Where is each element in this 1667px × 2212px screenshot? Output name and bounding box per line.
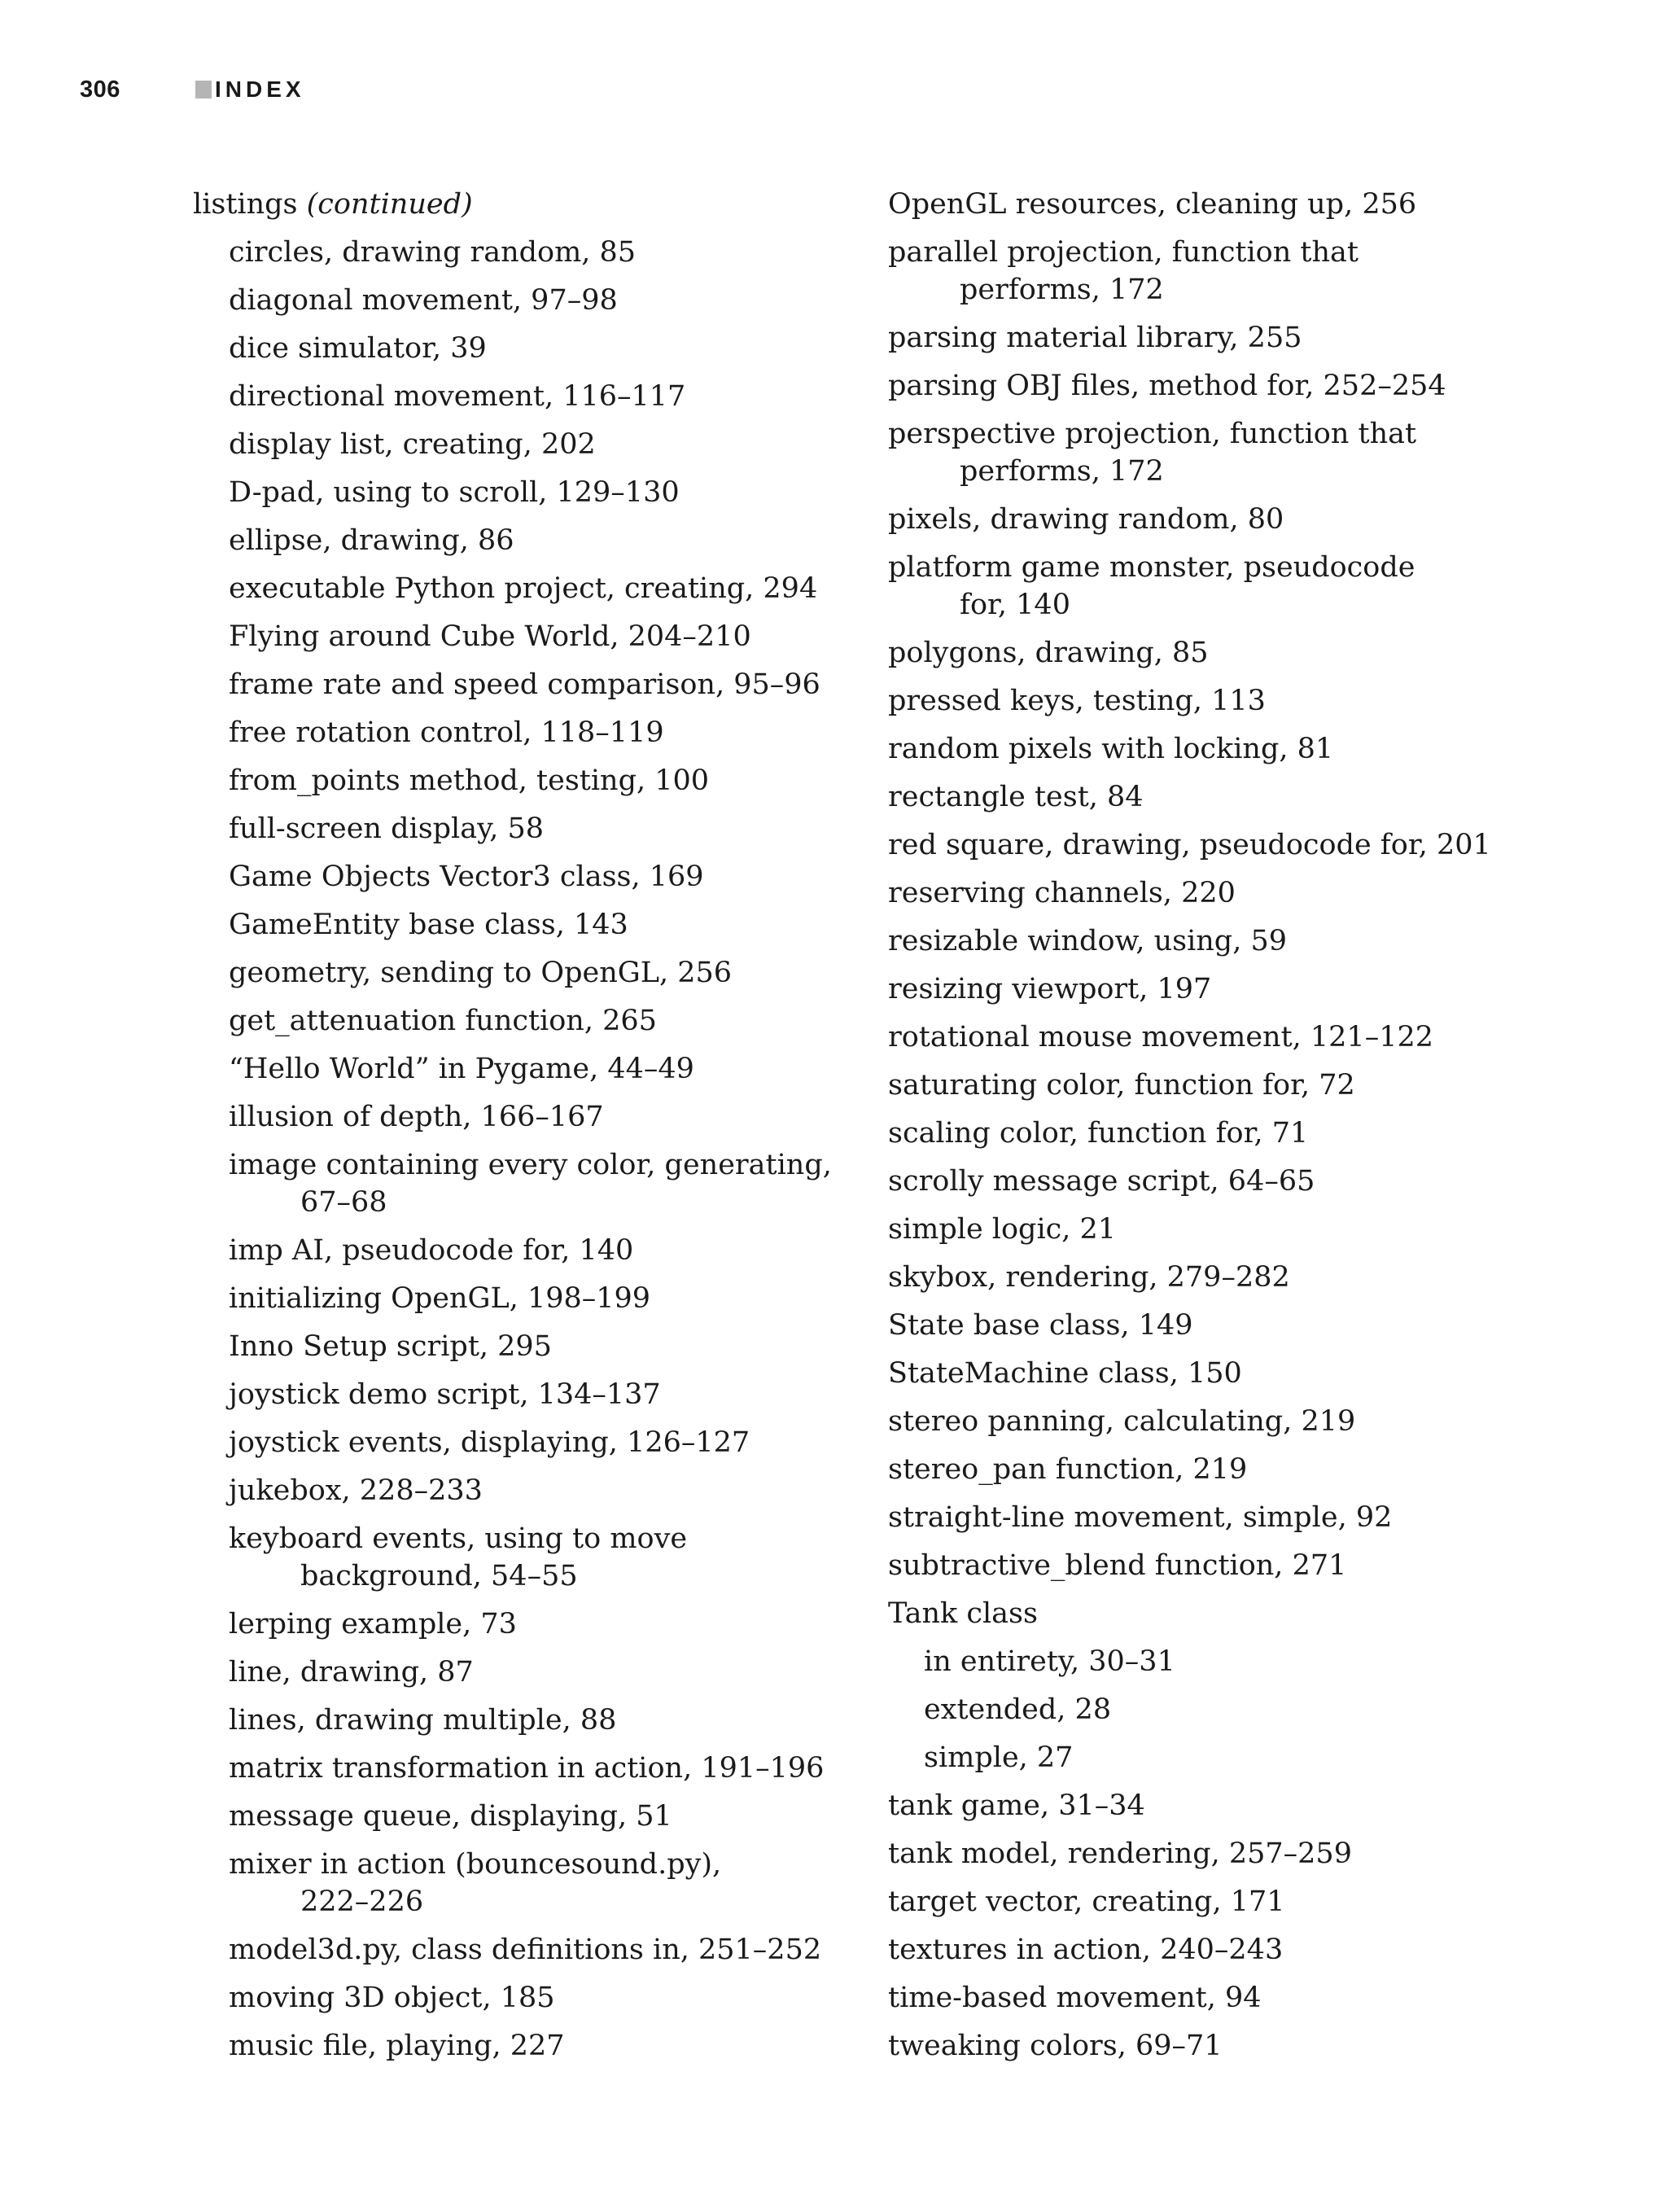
index-entry [888, 1883, 1588, 1921]
index-subentry [193, 1846, 844, 1921]
index-entry [888, 826, 1588, 864]
index-entry [888, 1307, 1588, 1344]
index-subentry [193, 234, 844, 271]
entry-text: image containing every color, generating, [229, 1149, 832, 1181]
section-title: INDEX [215, 77, 305, 102]
index-entry [888, 1259, 1588, 1296]
entry-text: illusion of depth, 166–167 [229, 1101, 604, 1133]
index-entry [888, 1451, 1588, 1488]
index-subentry [193, 714, 844, 751]
index-entry [888, 1355, 1588, 1392]
index-heading-term: listings [193, 188, 298, 221]
entry-text: parsing material library, 255 [888, 322, 1302, 354]
index-subentry [193, 522, 844, 559]
entry-continuation: performs, 172 [960, 274, 1164, 306]
entry-text: red square, drawing, pseudocode for, 201 [888, 829, 1491, 861]
entry-text: circles, drawing random, 85 [229, 236, 637, 269]
index-entry [888, 922, 1588, 960]
index-entry [888, 1211, 1588, 1248]
entry-text: in entirety, 30–31 [924, 1645, 1175, 1678]
index-column-right [888, 186, 1588, 2075]
index-entry [888, 501, 1588, 538]
entry-continuation: 67–68 [300, 1186, 387, 1219]
entry-text: from_points method, testing, 100 [229, 764, 710, 797]
index-entry [888, 730, 1588, 768]
index-entry [888, 1787, 1588, 1824]
entry-text: parsing OBJ files, method for, 252–254 [888, 370, 1446, 402]
entry-text: frame rate and speed comparison, 95–96 [229, 668, 820, 701]
index-subentry [193, 570, 844, 607]
index-subentry [888, 1643, 1588, 1680]
index-heading [193, 186, 844, 223]
entry-text: scaling color, function for, 71 [888, 1117, 1309, 1150]
entry-text: display list, creating, 202 [229, 428, 596, 461]
index-subentry [193, 1702, 844, 1739]
entry-text: Inno Setup script, 295 [229, 1330, 552, 1363]
index-subentry [193, 426, 844, 463]
index-subentry [193, 1146, 844, 1221]
entry-text: OpenGL resources, cleaning up, 256 [888, 188, 1417, 221]
entry-text: parallel projection, function that [888, 236, 1359, 269]
entry-text: State base class, 149 [888, 1309, 1193, 1342]
index-subentry [193, 1931, 844, 1969]
index-subentry [193, 474, 844, 511]
entry-text: perspective projection, function that [888, 418, 1417, 450]
entry-text: keyboard events, using to move [229, 1522, 688, 1555]
index-entry [888, 1499, 1588, 1536]
index-subentry [193, 2027, 844, 2065]
entry-text: rotational mouse movement, 121–122 [888, 1021, 1434, 1053]
index-subentry [193, 1232, 844, 1269]
index-entry [888, 874, 1588, 912]
entry-text: mixer in action (bouncesound.py), [229, 1848, 722, 1881]
index-subentry [193, 378, 844, 415]
entry-text: joystick events, displaying, 126–127 [229, 1426, 750, 1459]
entry-text: Tank class [888, 1597, 1038, 1630]
entry-text: simple, 27 [924, 1741, 1074, 1774]
entry-text: resizable window, using, 59 [888, 925, 1287, 957]
index-entry [888, 682, 1588, 720]
entry-text: free rotation control, 118–119 [229, 716, 664, 749]
entry-text: jukebox, 228–233 [229, 1474, 483, 1507]
entry-text: Game Objects Vector3 class, 169 [229, 861, 704, 893]
entry-continuation: performs, 172 [960, 455, 1164, 488]
index-subentry [193, 1750, 844, 1787]
index-subentry [193, 282, 844, 319]
index-entry [888, 186, 1588, 223]
entry-continuation: for, 140 [960, 589, 1070, 621]
entry-continuation: 222–226 [300, 1886, 424, 1918]
entry-text: full-screen display, 58 [229, 813, 545, 845]
index-subentry [193, 1328, 844, 1365]
index-entry [888, 1547, 1588, 1584]
entry-text: polygons, drawing, 85 [888, 637, 1209, 669]
entry-continuation: background, 54–55 [300, 1560, 578, 1592]
index-column-left [193, 186, 844, 2075]
index-subentry [193, 618, 844, 655]
entry-text: get_attenuation function, 265 [229, 1005, 657, 1037]
index-entry [888, 415, 1588, 490]
entry-text: saturating color, function for, 72 [888, 1069, 1355, 1102]
index-subentry [193, 1424, 844, 1461]
entry-text: music file, playing, 227 [229, 2030, 565, 2062]
index-subentry [193, 954, 844, 992]
continued-label: (continued) [306, 188, 473, 221]
index-entry [888, 1403, 1588, 1440]
index-entry [888, 367, 1588, 405]
index-subentry [193, 810, 844, 848]
entry-text: dice simulator, 39 [229, 332, 487, 365]
entry-text: time-based movement, 94 [888, 1982, 1262, 2014]
index-entry [888, 234, 1588, 309]
index-entry [888, 549, 1588, 624]
index-entry [888, 1018, 1588, 1056]
entry-text: scrolly message script, 64–65 [888, 1165, 1315, 1198]
index-subentry [193, 1979, 844, 2017]
entry-text: platform game monster, pseudocode [888, 551, 1415, 584]
index-entry [888, 1835, 1588, 1873]
index-subentry [193, 1002, 844, 1040]
index-subentry [193, 1605, 844, 1643]
entry-text: skybox, rendering, 279–282 [888, 1261, 1290, 1294]
entry-text: stereo_pan function, 219 [888, 1453, 1248, 1486]
entry-text: subtractive_blend function, 271 [888, 1549, 1347, 1582]
entry-text: imp AI, pseudocode for, 140 [229, 1234, 634, 1267]
entry-text: joystick demo script, 134–137 [229, 1378, 661, 1411]
index-entry [888, 1163, 1588, 1200]
entry-text: stereo panning, calculating, 219 [888, 1405, 1356, 1438]
entry-text: executable Python project, creating, 294 [229, 572, 818, 605]
entry-text: lerping example, 73 [229, 1608, 517, 1640]
index-entry [888, 970, 1588, 1008]
index-entry [888, 1931, 1588, 1969]
index-subentry [193, 1050, 844, 1088]
index-entry [888, 1979, 1588, 2017]
entry-text: textures in action, 240–243 [888, 1934, 1284, 1966]
index-subentry [193, 762, 844, 799]
entry-text: pressed keys, testing, 113 [888, 685, 1266, 717]
index-subentry [193, 1654, 844, 1691]
index-entry [888, 1595, 1588, 1632]
index-subentry [193, 1472, 844, 1509]
entry-text: D-pad, using to scroll, 129–130 [229, 476, 680, 509]
index-subentry [193, 666, 844, 703]
index-subentry [193, 330, 844, 367]
index-subentry [888, 1691, 1588, 1728]
entry-text: diagonal movement, 97–98 [229, 284, 618, 317]
index-entry [888, 634, 1588, 672]
entry-text: tank model, rendering, 257–259 [888, 1837, 1352, 1870]
index-subentry [193, 1798, 844, 1835]
index-entry [888, 2027, 1588, 2065]
entry-text: Flying around Cube World, 204–210 [229, 620, 751, 653]
index-subentry [193, 1376, 844, 1413]
entry-text: pixels, drawing random, 80 [888, 503, 1284, 536]
entry-text: initializing OpenGL, 198–199 [229, 1282, 651, 1315]
index-entry [888, 319, 1588, 357]
entry-text: resizing viewport, 197 [888, 973, 1212, 1005]
index-subentry [193, 906, 844, 944]
entry-text: simple logic, 21 [888, 1213, 1117, 1246]
index-subentry [193, 1280, 844, 1317]
index-entry [888, 778, 1588, 816]
entry-text: random pixels with locking, 81 [888, 733, 1334, 765]
entry-text: tweaking colors, 69–71 [888, 2030, 1223, 2062]
entry-text: tank game, 31–34 [888, 1789, 1145, 1822]
entry-text: straight-line movement, simple, 92 [888, 1501, 1393, 1534]
running-head [195, 77, 305, 103]
entry-text: GameEntity base class, 143 [229, 909, 628, 941]
index-entry [888, 1115, 1588, 1152]
entry-text: ellipse, drawing, 86 [229, 524, 514, 557]
page-number: 306 [80, 77, 120, 103]
entry-text: “Hello World” in Pygame, 44–49 [229, 1053, 694, 1085]
entry-text: rectangle test, 84 [888, 781, 1144, 813]
entry-text: StateMachine class, 150 [888, 1357, 1242, 1390]
entry-text: message queue, displaying, 51 [229, 1800, 672, 1833]
index-entry [888, 1067, 1588, 1104]
entry-text: extended, 28 [924, 1693, 1112, 1726]
index-subentry [193, 858, 844, 896]
entry-text: line, drawing, 87 [229, 1656, 474, 1689]
entry-text: reserving channels, 220 [888, 877, 1236, 909]
entry-text: moving 3D object, 185 [229, 1982, 555, 2014]
entry-text: lines, drawing multiple, 88 [229, 1704, 617, 1737]
index-subentry [193, 1098, 844, 1136]
index-subentry [888, 1739, 1588, 1776]
entry-text: geometry, sending to OpenGL, 256 [229, 957, 733, 989]
entry-text: directional movement, 116–117 [229, 380, 686, 413]
entry-text: model3d.py, class definitions in, 251–252 [229, 1934, 822, 1966]
index-subentry [193, 1520, 844, 1595]
section-marker [195, 81, 212, 99]
entry-text: target vector, creating, 171 [888, 1886, 1285, 1918]
entry-text: matrix transformation in action, 191–196 [229, 1752, 825, 1785]
